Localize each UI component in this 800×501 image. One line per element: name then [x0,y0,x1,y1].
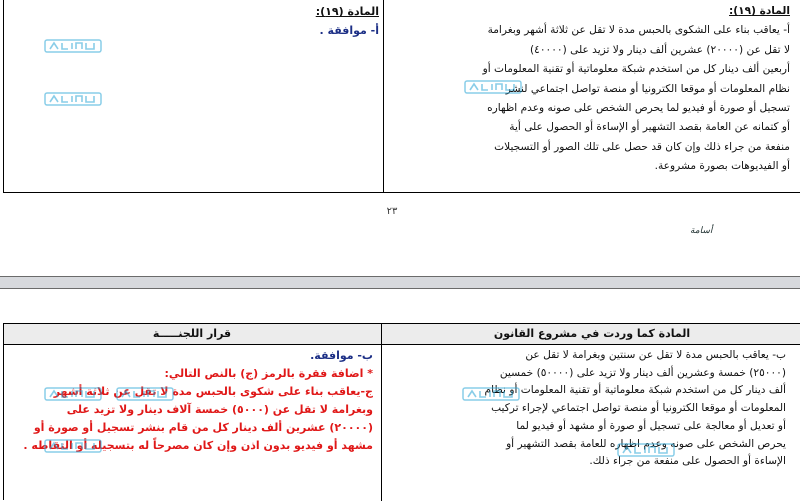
article-table-upper [3,0,800,193]
article-line: أو الفيديوهات بصورة مشروعة. [654,160,790,173]
column-header-article: المادة كما وردت في مشروع القانون [493,327,691,340]
page-separator [0,276,800,289]
article-line: تسجيل أو صورة أو فيديو لما يحرص الشخص على صونه وعدم اظهاره [487,102,790,115]
article-title: المادة (١٩): [729,5,790,17]
article-line: أو كتمانه عن العامة بقصد التشهير أو الإساءة أو الحصول على أية [509,121,790,134]
scribd-logo-watermark-icon [464,78,522,96]
article-text-cell [384,347,786,471]
amendment-line: ج-يعاقب بناء على شكوى بالحبس مدة لا تقل عن ثلاثة أشهر [53,385,373,398]
scribd-logo-watermark-icon [617,441,675,459]
scribd-logo-watermark-icon [44,437,102,455]
table-header-row [4,324,800,345]
column-divider [381,324,382,501]
scribd-logo-watermark-icon [44,90,102,108]
handwritten-signature: أسامة [690,226,713,236]
article-line: (٢٥٠٠٠) خمسة وعشرين ألف دينار ولا تزيد على (٥٠٠٠٠) خمسين [499,366,786,379]
scribd-logo-watermark-icon [44,37,102,55]
page-number: ٢٣ [386,206,398,217]
amendment-line: وبغرامة لا تقل عن (٥٠٠٠) خمسة آلاف دينار ولا تزيد على [66,403,373,416]
decision-line: ب- موافقة. [310,349,373,362]
article-line: المعلومات أو موقعا الكترونيا أو منصة تواصل اجتماعي لإجراء تركيب [491,402,786,415]
document-page-lower [0,289,800,500]
article-line: ألف دينار كل من استخدم شبكة معلوماتية أو تقنية المعلومات أو نظام [484,384,786,397]
article-line: يحرص الشخص على صونه وعدم اظهاره للعامة بقصد التشهير أو [506,437,786,450]
article-line: نظام المعلومات أو موقعا الكترونيا أو منصة تواصل اجتماعي لنشر [505,82,790,95]
scribd-logo-watermark-icon [462,385,520,403]
decision-line: أ- موافقة . [319,24,379,37]
article-line: منفعة من جراء ذلك وإن كان قد حصل على تلك الصور أو التسجيلات [494,140,790,153]
amendment-line: (٢٠٠٠٠) عشرين ألف دينار كل من قام بنشر تسجيل أو صورة أو [33,421,373,434]
amendment-line: مشهد أو فيديو بدون اذن وإن كان مصرحاً له بتسجيله أو التقاطه . [23,439,373,452]
article-line: لا تقل عن (٢٠٠٠٠) عشرين ألف دينار ولا تزيد على (٤٠٠٠٠) [530,43,790,56]
article-line: أربعين ألف دينار كل من استخدم شبكة معلوماتية أو تقنية المعلومات أو [482,63,790,76]
article-text-cell [388,2,790,177]
committee-decision-cell [12,2,379,40]
amendment-line: * اضافة فقرة بالرمز (ج) بالنص التالي: [164,367,373,380]
article-line: ب- يعاقب بالحبس مدة لا تقل عن سنتين وبغرامة لا تقل عن [525,349,786,361]
scribd-logo-watermark-icon [116,385,174,403]
scribd-logo-watermark-icon [44,385,102,403]
article-line: الإساءة أو الحصول على منفعة من جراء ذلك. [589,455,786,468]
decision-title: المادة (١٩): [315,5,379,18]
column-header-committee: قرار اللجنـــــة [152,327,232,340]
article-line: أ- يعاقب بناء على الشكوى بالحبس مدة لا تقل عن ثلاثة أشهر وبغرامة [487,24,790,37]
article-line: أو تعديل أو معالجة على تسجيل أو صورة أو مشهد أو فيديو لما [516,419,786,432]
column-divider [383,0,384,193]
